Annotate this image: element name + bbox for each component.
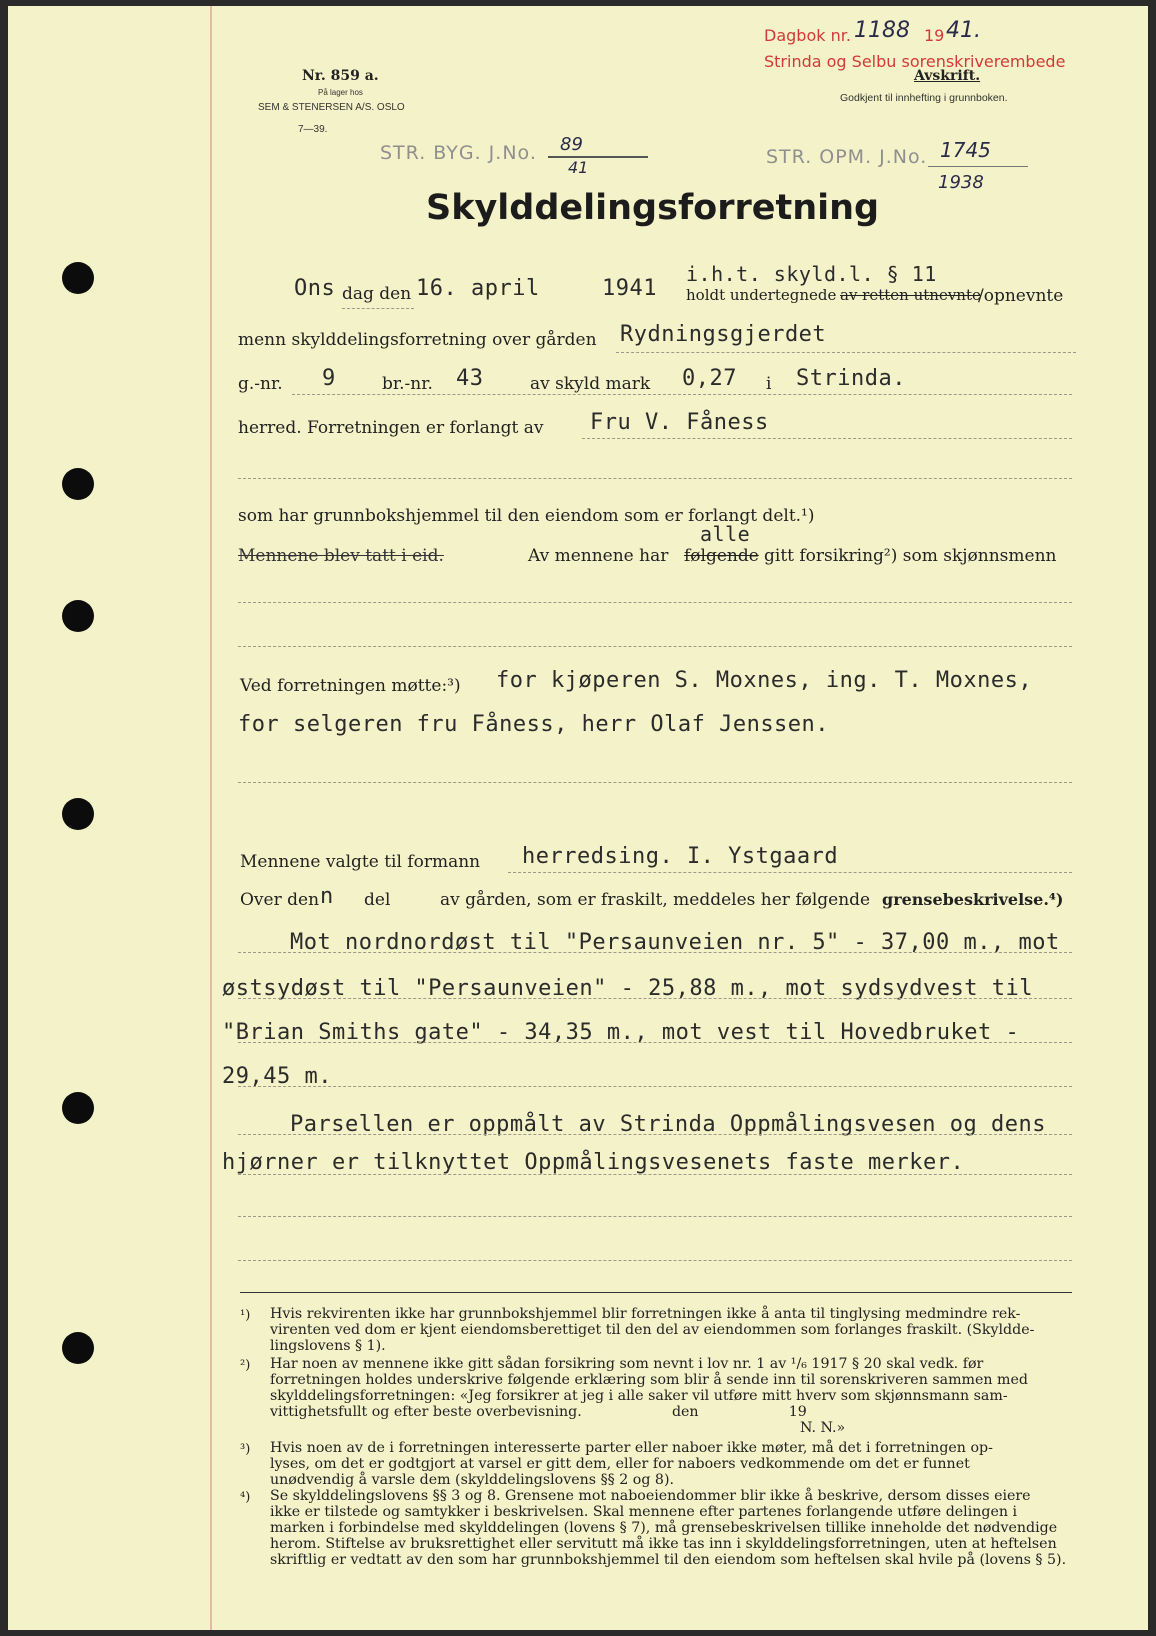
fill-rule [342, 308, 414, 309]
struck-folgende: følgende [684, 546, 759, 566]
desc-line: østsydøst til "Persaunveien" - 25,88 m., mot sydsydvest til [222, 976, 1033, 1001]
footnote-line: skriftlig er vedtatt av den som har grunnbokshjemmel til den eiendom som heftelsen skal hvile på (lovens § 5). [270, 1552, 1067, 1568]
mote-line2: for selgeren fru Fåness, herr Olaf Jenssen. [238, 712, 830, 737]
fill-rule [582, 438, 1072, 439]
office-stamp: Strinda og Selbu sorenskriverembede [764, 52, 1066, 71]
alle-typed: alle [700, 522, 751, 546]
desc-line: "Brian Smiths gate" - 34,35 m., mot vest til Hovedbruket - [222, 1020, 1020, 1045]
grense-text: av gården, som er fraskilt, meddeles her følgende [440, 890, 871, 910]
over-den-label: Over den [240, 890, 320, 910]
gnr-label: g.-nr. [238, 374, 283, 394]
footnote-line: Hvis rekvirenten ikke har grunnbokshjemmel blir forretningen ikke å anta til tinglysing medmindre rek- [270, 1306, 1021, 1322]
footnote-line: unødvendig å varsle dem (skylddelingslovens §§ 2 og 8). [270, 1472, 675, 1488]
footnote-line: ikke er tilstede og samtykker i beskrivelsen. Skal mennene efter partenes forlangende utføre delingen i [270, 1504, 1018, 1520]
footnote-1 [270, 1306, 1034, 1354]
footnote-4 [270, 1488, 1066, 1568]
form-number: Nr. 859 a. [302, 68, 379, 84]
binder-hole [62, 798, 94, 830]
binder-hole [62, 600, 94, 632]
struck-text: av retten utnevnte [840, 286, 981, 304]
struck-oath: Mennene blev tatt i eid. [238, 546, 444, 566]
weekday-prefix: Ons [294, 276, 336, 301]
footnote-line: marken i forbindelse med skylddelingen (lovens § 7), må grensebeskrivelsen tillike inneholde det nødvendige [270, 1520, 1058, 1536]
binder-hole [62, 262, 94, 294]
fill-rule [238, 782, 1072, 783]
gnr-value: 9 [322, 366, 336, 391]
fill-rule [238, 1216, 1072, 1217]
fill-rule [238, 952, 1072, 953]
fill-rule [238, 1174, 1072, 1175]
i-label: i [766, 374, 772, 394]
footnote-line: vittighetsfullt og efter beste overbevisning. den 19 [270, 1404, 807, 1420]
footnote-line: lingslovens § 1). [270, 1338, 386, 1354]
publisher-line2: SEM & STENERSEN A/S. OSLO [258, 102, 405, 113]
fill-rule [238, 1086, 1072, 1087]
binder-hole [62, 1332, 94, 1364]
document-title: Skylddelingsforretning [426, 188, 880, 228]
mennene-text: Av mennene har [528, 546, 669, 566]
footnote-line: Se skylddelingslovens §§ 3 og 8. Grensene mot naboeiendommer blir ikke å beskrive, dersom disses eiere [270, 1488, 1031, 1504]
fill-rule [238, 646, 1072, 647]
fill-rule [238, 1260, 1072, 1261]
skyld-label: av skyld mark [530, 374, 651, 394]
formann-value: herredsing. I. Ystgaard [522, 844, 839, 869]
fill-rule [616, 352, 1076, 353]
dagbok-year-printed: 19 [924, 26, 945, 45]
mote-line1: for kjøperen S. Moxnes, ing. T. Moxnes, [496, 668, 1033, 693]
footnote-number: ⁴) [240, 1490, 251, 1505]
footnote-separator [240, 1292, 1072, 1293]
binder-hole [62, 1092, 94, 1124]
fill-rule [238, 1134, 1072, 1135]
footnote-line: Hvis noen av de i forretningen interesserte parter eller naboer ikke møter, må det i forretningen op- [270, 1440, 993, 1456]
document-page [8, 6, 1148, 1630]
date: 16. april [416, 276, 540, 301]
footnote-number: ³) [240, 1442, 251, 1457]
footnote-line: Har noen av mennene ikke gitt sådan forsikring som nevnt i lov nr. 1 av ¹/₆ 1917 § 20 skal vedk. før [270, 1356, 984, 1372]
herred-label: herred. Forretningen er forlangt av [238, 418, 544, 438]
fill-rule [292, 394, 1072, 395]
held-printed: holdt undertegnede [686, 286, 837, 304]
fill-rule [508, 872, 1072, 873]
parsell-line: hjørner er tilknyttet Oppmålingsvesenets faste merker. [222, 1150, 965, 1175]
over-n: n [320, 884, 334, 909]
del-label: del [364, 890, 391, 910]
fill-rule [238, 478, 1072, 479]
footnote-line: skylddelingsforretningen: «Jeg forsikrer at jeg i alle saker vil utføre mitt hverv som skjønnsmann sam- [270, 1388, 1008, 1404]
footnote-number: ¹) [240, 1308, 251, 1323]
suffix-opnevnte: /opnevnte [978, 286, 1064, 306]
fill-rule [238, 1042, 1072, 1043]
year: 1941 [602, 276, 657, 301]
grense-bold: grensebeskrivelse.⁴) [882, 890, 1064, 909]
formann-label: Mennene valgte til formann [240, 852, 481, 872]
binder-hole [62, 468, 94, 500]
str-opm-year: 1938 [938, 172, 984, 193]
line2-label: menn skylddelingsforretning over gården [238, 330, 597, 350]
fill-rule [238, 998, 1072, 999]
footnote-2 [270, 1356, 1028, 1436]
footnote-line: herom. Stiftelse av bruksrettighet eller servitutt må ikke tas inn i skylddelingsforretningen, uten at heftelsen [270, 1536, 1057, 1552]
str-byg-divider [548, 156, 648, 158]
str-opm-underline [928, 166, 1028, 167]
mote-label: Ved forretningen møtte:³) [240, 676, 461, 696]
str-byg-label: STR. BYG. J.No. [380, 142, 537, 164]
desc-line: 29,45 m. [222, 1064, 332, 1089]
grunnbok-text: som har grunnbokshjemmel til den eiendom som er forlangt delt.¹) [238, 506, 815, 526]
print-date: 7—39. [298, 124, 328, 135]
approval-text: Godkjent til innhefting i grunnboken. [840, 92, 1008, 104]
dagbok-year-hand: 41. [946, 18, 981, 43]
str-opm-number: 1745 [940, 138, 991, 162]
day-label: dag den [342, 284, 412, 304]
forsikring-text: gitt forsikring²) som skjønnsmenn [764, 546, 1057, 566]
municipality: Strinda. [796, 366, 906, 391]
footnote-3 [270, 1440, 993, 1488]
margin-line [210, 6, 212, 1630]
skyld-value: 0,27 [682, 366, 737, 391]
footnote-line: lyses, om det er godtgjort at varsel er gitt dem, eller for naboers vedkommende om det er funnet [270, 1456, 970, 1472]
requester: Fru V. Fåness [590, 410, 769, 435]
str-byg-year: 41 [568, 158, 589, 177]
dagbok-number: 1188 [854, 18, 910, 43]
bnr-label: br.-nr. [382, 374, 433, 394]
parsell-line: Parsellen er oppmålt av Strinda Oppmålingsvesen og dens [290, 1112, 1046, 1137]
fill-rule [238, 602, 1072, 603]
footnote-line: virenten ved dom er kjent eiendomsberettiget til den del av eiendommen som forlanges fraskilt. (Skyldde- [270, 1322, 1035, 1338]
dagbok-label: Dagbok nr. [764, 26, 851, 45]
str-opm-label: STR. OPM. J.No. [766, 146, 928, 168]
publisher-line1: På lager hos [318, 88, 363, 97]
bnr-value: 43 [456, 366, 484, 391]
footnote-signature: N. N.» [800, 1420, 846, 1436]
held-typed: i.h.t. skyld.l. § 11 [686, 262, 937, 286]
farm-name: Rydningsgjerdet [620, 322, 827, 347]
avskrift-label: Avskrift. [914, 68, 981, 84]
str-byg-number: 89 [560, 134, 583, 155]
desc-line: Mot nordnordøst til "Persaunveien nr. 5" - 37,00 m., mot [290, 930, 1060, 955]
footnote-line: forretningen holdes underskrive følgende erklæring som blir å sende inn til sorenskriveren sammen med [270, 1372, 1028, 1388]
footnote-number: ²) [240, 1358, 251, 1373]
